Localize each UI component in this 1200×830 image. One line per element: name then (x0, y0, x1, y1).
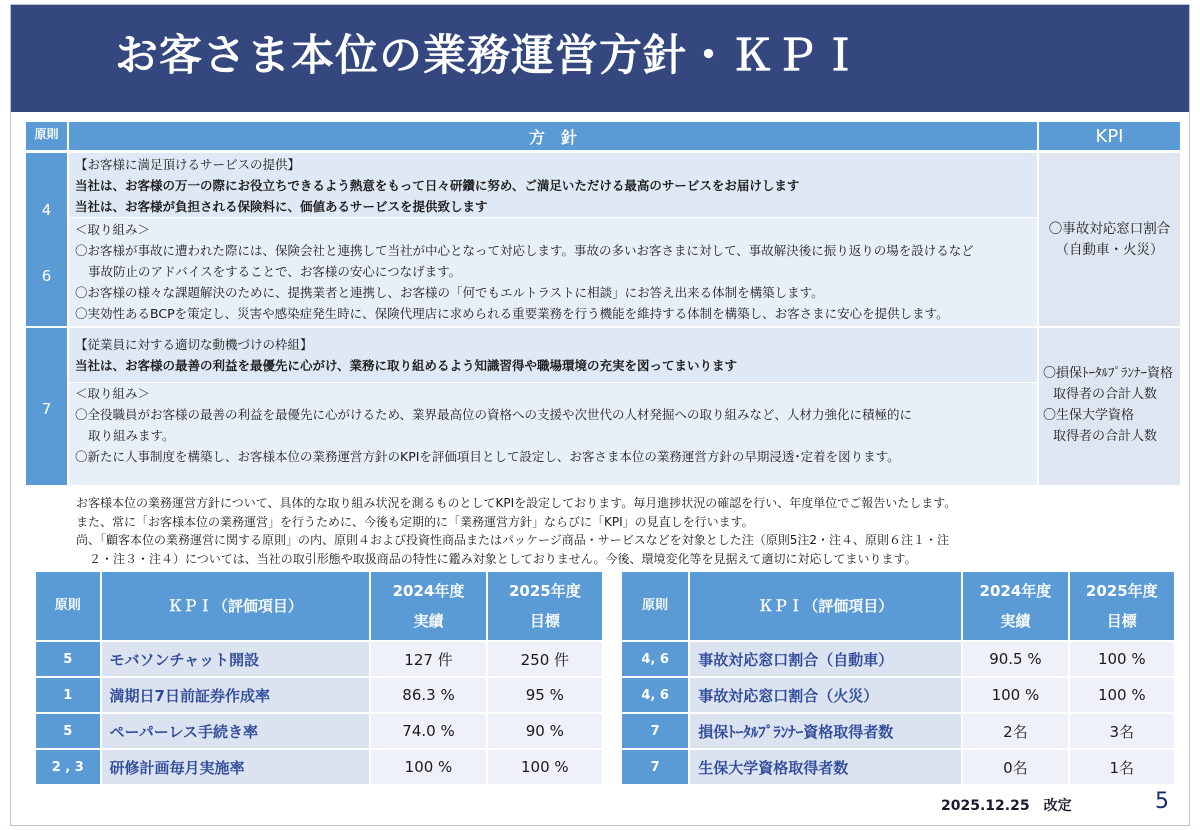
section1-number-cell (26, 153, 67, 326)
row-2025-value: 250 件 (488, 642, 602, 676)
row-gensoku: 7 (622, 750, 688, 784)
note-line-4: ２・注３・注４）については、当社の取引形態や取扱商品の特性に鑑み対象としておりません。今後、環境変化等を見据えて適切に対応してまいります。 (89, 551, 917, 566)
section1-policy-top (69, 153, 1037, 217)
table-row (36, 714, 602, 748)
col-2025 (488, 572, 602, 640)
row-kpi-item: モバソンチャット開設 (102, 642, 370, 676)
table-row (622, 642, 1174, 676)
table-row (36, 678, 602, 712)
col-2025-year: 2025年度 (508, 582, 581, 600)
page-number: 5 (1155, 789, 1169, 814)
col-2024-year: 2024年度 (979, 582, 1052, 600)
section1-bold-line-1: 当社は、お客様の万一の際にお役立ちできるよう熱意をもって日々研鑽に努め、ご満足いただける最高のサービスをお届けします (75, 178, 800, 193)
row-2025-value: 100 % (1070, 642, 1174, 676)
col-2025-label: 目標 (1106, 612, 1137, 630)
row-2024-value: 0名 (963, 750, 1067, 784)
row-2024-value: 86.3 % (371, 678, 485, 712)
row-kpi-item: 満期日7日前証券作成率 (102, 678, 370, 712)
section2-item-2: 〇新たに人事制度を構築し、お客様本位の業務運営方針のKPIを評価項目として設定し、お客さま本位の業務運営方針の早期浸透･定着を図ります。 (75, 449, 900, 464)
section1-torikumi-label: ＜取り組み＞ (75, 222, 151, 237)
col-2025 (1070, 572, 1174, 640)
header-houshin-label: 方 針 (528, 127, 577, 147)
row-2025-value: 95 % (488, 678, 602, 712)
section1-item-1: 〇お客様が事故に遭われた際には、保険会社と連携して当社が中心となって対応します。事故の多いお客さまに対して、事故解決後に振り返りの場を設けるなど (75, 243, 974, 258)
note-line-3: 尚、「顧客本位の業務運営に関する原則」の内、原則４および投資性商品またはパッケージ商品・サービスなどを対象とした注（原則5注2・注４、原則６注１・注 (76, 533, 950, 547)
header-gensoku-label: 原則 (34, 127, 59, 141)
section1-item-1-cont: 事故防止のアドバイスをすることで、お客様の安心につなげます。 (88, 264, 462, 279)
col-gensoku: 原則 (36, 572, 100, 640)
section2-torikumi-label: ＜取り組み＞ (75, 386, 151, 401)
section2-heading: 【従業員に対する適切な動機づけの枠組】 (75, 337, 313, 352)
note-line-1: お客様本位の業務運営方針について、具体的な取り組み状況を測るものとしてKPIを設定しております。毎月進捗状況の確認を行い、年度単位でご報告いたします。 (76, 496, 957, 510)
section1-kpi-line-2: （自動車・火災） (1055, 242, 1164, 258)
row-2024-value: 2名 (963, 714, 1067, 748)
row-kpi-item: 損保ﾄｰﾀﾙﾌﾟﾗﾝﾅｰ資格取得者数 (690, 714, 961, 748)
row-gensoku: 1 (36, 678, 100, 712)
section1-item-3: 〇実効性あるBCPを策定し、災害や感染症発生時に、保険代理店に求められる重要業務を行う機能を維持する体制を構築し、お客さまに安心を提供します。 (75, 306, 949, 321)
section2-kpi-line-4: 取得者の合計人数 (1053, 429, 1158, 444)
row-2025-value: 100 % (488, 750, 602, 784)
col-2024 (371, 572, 485, 640)
row-2025-value: 3名 (1070, 714, 1174, 748)
section2-number-7: 7 (41, 400, 52, 418)
section1-heading: 【お客様に満足頂けるサービスの提供】 (75, 157, 301, 172)
row-2024-value: 100 % (963, 678, 1067, 712)
header-kpi (1039, 122, 1180, 150)
section2-item-1: 〇全役職員がお客様の最善の利益を最優先に心がけるため、業界最高位の資格への支援や次世代の人材発掘への取り組みなど、人材力強化に積極的に (75, 407, 913, 422)
col-2024-year: 2024年度 (392, 582, 465, 600)
section2-number-cell (26, 328, 67, 485)
page-title: お客さま本位の業務運営方針・ＫＰＩ (115, 31, 863, 81)
kpi-table-right (620, 570, 1176, 786)
table-row (36, 750, 602, 784)
section2-kpi-line-2: 取得者の合計人数 (1053, 387, 1158, 402)
row-kpi-item: ペーパーレス手続き率 (102, 714, 370, 748)
row-2024-value: 74.0 % (371, 714, 485, 748)
row-gensoku: 4, 6 (622, 642, 688, 676)
row-gensoku: 5 (36, 714, 100, 748)
row-2024-value: 127 件 (371, 642, 485, 676)
row-gensoku: 5 (36, 642, 100, 676)
section2-kpi-line-1: 〇損保ﾄｰﾀﾙﾌﾟﾗﾝﾅｰ資格 (1043, 366, 1174, 381)
revision-date: 2025.12.25 改定 (941, 798, 1072, 814)
row-2024-value: 90.5 % (963, 642, 1067, 676)
table-row (36, 642, 602, 676)
col-gensoku: 原則 (622, 572, 688, 640)
kpi-table-left (34, 570, 604, 786)
row-kpi-item: 事故対応窓口割合（自動車） (690, 642, 961, 676)
table-row (622, 750, 1174, 784)
section1-kpi-line-1: 〇事故対応窓口割合 (1048, 221, 1171, 237)
table-row (622, 678, 1174, 712)
row-kpi-item: 事故対応窓口割合（火災） (690, 678, 961, 712)
row-gensoku: 4, 6 (622, 678, 688, 712)
row-2025-value: 1名 (1070, 750, 1174, 784)
section1-number-6: 6 (41, 267, 52, 285)
row-kpi-item: 研修計画毎月実施率 (102, 750, 370, 784)
row-2025-value: 90 % (488, 714, 602, 748)
section2-kpi (1039, 328, 1180, 485)
row-2025-value: 100 % (1070, 678, 1174, 712)
section2-policy-bottom (69, 383, 1037, 485)
row-gensoku: 2 , 3 (36, 750, 100, 784)
row-2024-value: 100 % (371, 750, 485, 784)
col-2024 (963, 572, 1067, 640)
col-kpi-item: ＫＰＩ（評価項目） (690, 572, 961, 640)
section2-bold-line: 当社は、お客様の最善の利益を最優先に心がけ、業務に取り組めるよう知識習得や職場環境の充実を図ってまいります (75, 358, 738, 373)
section1-policy-bottom (69, 218, 1037, 326)
section1-item-2: 〇お客様の様々な課題解決のために、提携業者と連携し、お客様の「何でもエルトラストに相談」にお答え出来る体制を構築します。 (75, 285, 824, 300)
row-gensoku: 7 (622, 714, 688, 748)
col-2025-label: 目標 (529, 612, 560, 630)
header-kpi-label: KPI (1095, 125, 1124, 147)
section1-bold-line-2: 当社は、お客様が負担される保険料に、価値あるサービスを提供致します (75, 199, 488, 214)
table-row (622, 714, 1174, 748)
kpi-table-right-header (622, 572, 1174, 640)
col-2024-label: 実績 (413, 612, 444, 630)
header-gensoku (26, 122, 67, 150)
section2-policy-top (69, 328, 1037, 382)
kpi-table-left-header (36, 572, 602, 640)
row-kpi-item: 生保大学資格取得者数 (690, 750, 961, 784)
section2-kpi-line-3: 〇生保大学資格 (1043, 408, 1135, 423)
section1-kpi (1039, 153, 1180, 326)
col-kpi-item: ＫＰＩ（評価項目） (102, 572, 370, 640)
section2-item-1-cont: 取り組みます。 (88, 428, 175, 443)
col-2024-label: 実績 (1000, 612, 1031, 630)
header-houshin (69, 122, 1037, 150)
kpi-note (76, 494, 956, 568)
note-line-2: また、常に「お客様本位の業務運営」を行うために、今後も定期的に「業務運営方針」ならびに「KPI」の見直しを行います。 (76, 514, 754, 529)
section1-number-4: 4 (41, 201, 52, 219)
col-2025-year: 2025年度 (1085, 582, 1158, 600)
